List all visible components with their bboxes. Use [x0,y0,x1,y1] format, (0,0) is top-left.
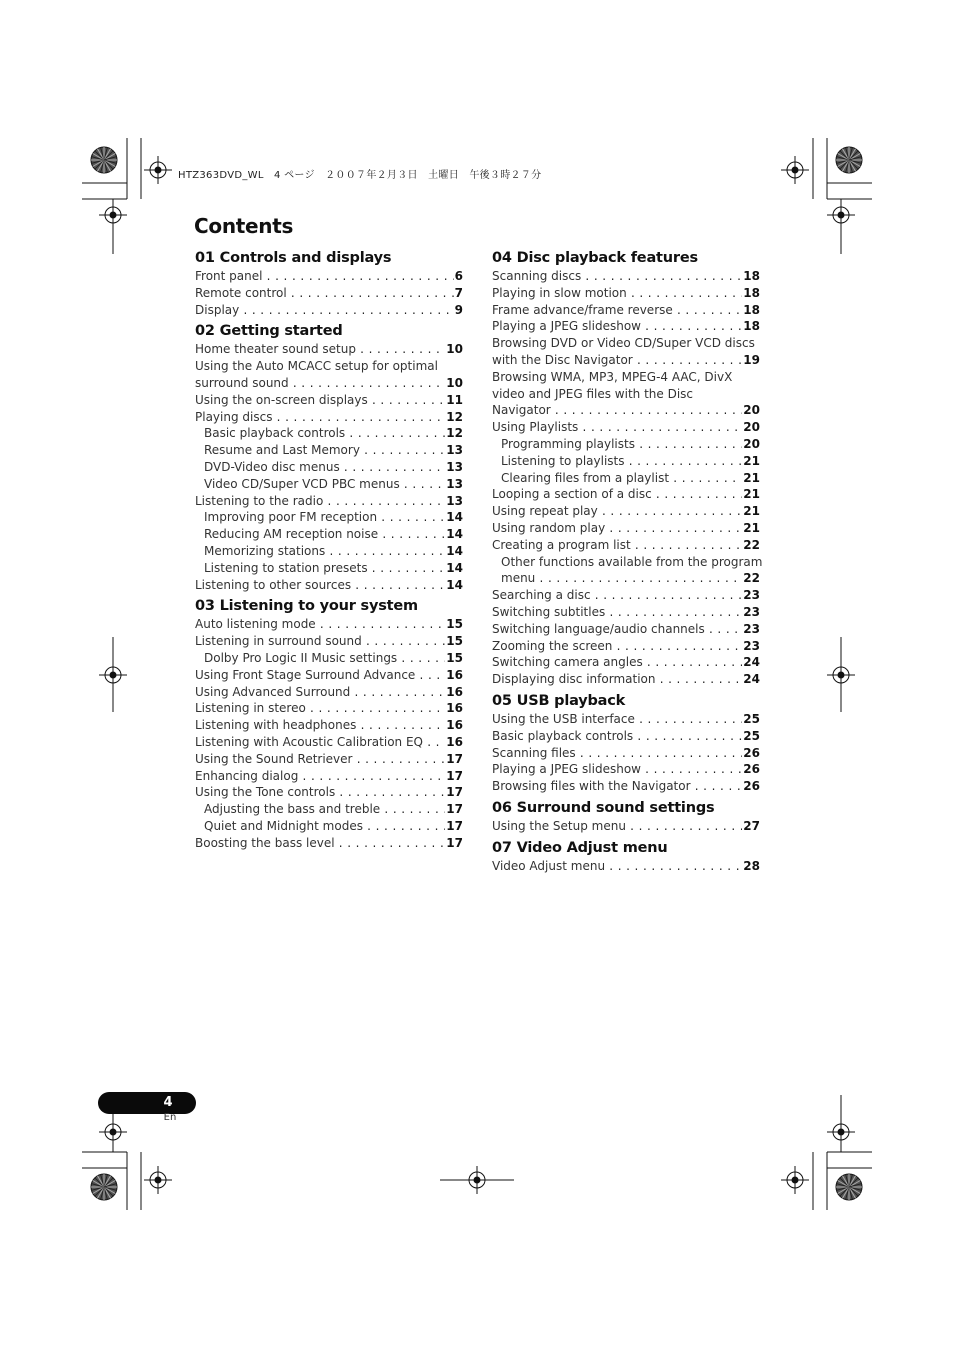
entry-label-line: video and JPEG files with the Disc [492,386,693,401]
toc-entry[interactable] [195,717,463,734]
entry-page-number: 22 [743,537,760,552]
registration-target-icon [827,201,855,229]
toc-entry[interactable] [195,751,463,768]
entry-label: Video Adjust menu . . . [492,858,742,875]
entry-label-line: Browsing WMA, MP3, MPEG-4 AAC, DivX [492,369,733,384]
toc-subentry[interactable] [195,560,463,577]
toc-entry[interactable] [492,268,760,285]
entry-label: Navigator . . . [492,402,742,419]
entry-page-number: 20 [743,403,760,418]
toc-entry[interactable] [492,728,760,745]
toc-section [195,596,463,851]
toc-section [492,248,763,688]
entry-page-number: 21 [743,487,760,502]
toc-right-column [492,246,763,878]
registration-target-icon [99,1118,127,1146]
registration-star-icon [91,147,117,173]
entry-page-number: 20 [743,436,760,451]
entry-label: Video CD/Super VCD PBC menus . . . [204,476,445,493]
toc-entry[interactable] [492,621,760,638]
toc-entry[interactable] [492,638,760,655]
entry-label: Listening in stereo . . . [195,700,445,717]
entry-label: Listening to station presets . . . [204,560,445,577]
entry-label: Using the Sound Retriever . . . [195,751,445,768]
toc-entry[interactable] [195,285,463,302]
toc-entry[interactable] [195,835,463,852]
entry-page-number: 15 [446,617,463,632]
entry-label: Using the on-screen displays . . . [195,392,445,409]
toc-entry[interactable] [195,616,463,633]
toc-entry[interactable] [195,734,463,751]
entry-page-number: 16 [446,701,463,716]
entry-label: Using random play . . . [492,520,742,537]
entry-page-number: 13 [446,493,463,508]
registration-target-icon [144,1166,172,1194]
toc-subentry[interactable] [195,459,463,476]
registration-target-icon [781,156,809,184]
entry-label: with the Disc Navigator . . . [492,352,742,369]
entry-label: Adjusting the bass and treble . . . [204,801,445,818]
entry-label: Memorizing stations . . . [204,543,445,560]
entry-page-number: 16 [446,684,463,699]
toc-subentry[interactable] [492,470,760,487]
entry-page-number: 13 [446,476,463,491]
entry-label: Switching camera angles . . . [492,654,742,671]
entry-page-number: 20 [743,420,760,435]
toc-entry[interactable] [195,493,463,510]
entry-label: Quiet and Midnight modes . . . [204,818,445,835]
entry-label: Remote control . . . [195,285,454,302]
entry-page-number: 17 [446,818,463,833]
toc-entry[interactable] [492,818,760,835]
entry-label: Reducing AM reception noise . . . [204,526,445,543]
entry-page-number: 21 [743,453,760,468]
entry-label: Using the USB interface . . . [492,711,742,728]
entry-page-number: 17 [446,768,463,783]
page-title: Contents [194,214,294,238]
entry-label: Enhancing dialog . . . [195,768,445,785]
registration-target-icon [827,1118,855,1146]
section-title: 07 Video Adjust menu [492,839,668,856]
entry-page-number: 26 [743,762,760,777]
toc-subentry[interactable] [195,442,463,459]
entry-label: Improving poor FM reception . . . [204,509,445,526]
entry-page-number: 17 [446,802,463,817]
entry-page-number: 17 [446,835,463,850]
entry-page-number: 11 [446,392,463,407]
entry-label: Zooming the screen . . . [492,638,742,655]
entry-page-number: 12 [446,409,463,424]
entry-label: Programming playlists . . . [501,436,742,453]
section-title: 05 USB playback [492,692,626,709]
toc-entry[interactable] [195,577,463,594]
entry-page-number: 15 [446,634,463,649]
toc-entry[interactable] [195,409,463,426]
entry-label: Auto listening mode . . . [195,616,445,633]
entry-label: menu . . . [501,570,742,587]
entry-label: Listening with headphones . . . [195,717,445,734]
toc-entry[interactable] [492,858,760,875]
registration-star-icon [91,1174,117,1200]
entry-page-number: 10 [446,375,463,390]
entry-label: Using Advanced Surround . . . [195,684,445,701]
entry-label: Home theater sound setup . . . [195,341,445,358]
toc-entry[interactable] [492,778,760,795]
entry-page-number: 15 [446,650,463,665]
toc-subentry[interactable] [195,650,463,667]
entry-page-number: 14 [446,560,463,575]
entry-page-number: 16 [446,667,463,682]
entry-page-number: 14 [446,577,463,592]
toc-entry[interactable] [492,671,760,688]
entry-label: Clearing files from a playlist . . . [501,470,742,487]
entry-page-number: 24 [743,672,760,687]
entry-label: Using Front Stage Surround Advance . . . [195,667,445,684]
entry-label: Using Playlists . . . [492,419,742,436]
entry-page-number: 13 [446,443,463,458]
toc-entry[interactable] [492,537,760,554]
entry-page-number: 13 [446,459,463,474]
toc-entry[interactable] [492,604,760,621]
entry-page-number: 22 [743,571,760,586]
toc-entry[interactable] [492,285,760,302]
toc-entry[interactable] [195,302,463,319]
entry-label: Display . . . [195,302,454,319]
toc-entry[interactable] [195,341,463,358]
entry-label: surround sound . . . [195,375,445,392]
entry-page-number: 21 [743,520,760,535]
toc-entry[interactable] [195,768,463,785]
page-language: En [163,1112,177,1123]
entry-page-number: 18 [743,285,760,300]
entry-page-number: 21 [743,470,760,485]
entry-page-number: 17 [446,785,463,800]
toc-entry[interactable] [492,520,760,537]
toc-subentry[interactable] [195,526,463,543]
toc-entry[interactable] [492,654,760,671]
toc-subentry[interactable] [195,818,463,835]
toc-entry[interactable] [492,711,760,728]
entry-label: Searching a disc . . . [492,587,742,604]
entry-page-number: 9 [454,302,463,317]
entry-label: Playing a JPEG slideshow . . . [492,761,742,778]
entry-label: Frame advance/frame reverse . . . [492,302,742,319]
toc-section [492,691,760,795]
entry-label: Dolby Pro Logic II Music settings . . . [204,650,445,667]
entry-page-number: 17 [446,751,463,766]
entry-label-line: Other functions available from the program [501,554,763,569]
print-header-line: HTZ363DVD_WL 4 ページ ２００７年２月３日 土曜日 午後３時２７分 [178,170,542,181]
toc-subentry[interactable] [492,554,763,588]
registration-star-icon [836,147,862,173]
registration-star-icon [836,1174,862,1200]
entry-page-number: 28 [743,858,760,873]
toc-subentry[interactable] [492,436,760,453]
entry-label: Boosting the bass level . . . [195,835,445,852]
entry-page-number: 23 [743,638,760,653]
entry-label: Creating a program list . . . [492,537,742,554]
toc-section [195,248,463,318]
entry-page-number: 23 [743,621,760,636]
toc-entry[interactable] [195,684,463,701]
registration-target-icon [781,1166,809,1194]
toc-entry[interactable] [195,784,463,801]
entry-page-number: 14 [446,510,463,525]
toc-entry[interactable] [492,302,760,319]
section-title: 03 Listening to your system [195,598,418,615]
toc-entry[interactable] [492,761,760,778]
entry-page-number: 18 [743,319,760,334]
entry-label: Scanning files . . . [492,745,742,762]
section-title: 02 Getting started [195,323,343,340]
toc-entry[interactable] [195,667,463,684]
toc-entry[interactable] [492,587,760,604]
toc-entry[interactable] [195,268,463,285]
toc-section [195,321,463,593]
entry-page-number: 6 [454,269,463,283]
toc-entry[interactable] [492,745,760,762]
toc-entry[interactable] [492,335,760,369]
entry-page-number: 14 [446,527,463,542]
entry-page-number: 23 [743,588,760,603]
entry-page-number: 24 [743,655,760,670]
toc-subentry[interactable] [492,453,760,470]
entry-label: Listening with Acoustic Calibration EQ . . . [195,734,445,751]
entry-page-number: 26 [743,779,760,794]
toc-entry[interactable] [492,318,760,335]
entry-page-number: 26 [743,745,760,760]
entry-label: Displaying disc information . . . [492,671,742,688]
entry-label: Browsing files with the Navigator . . . [492,778,742,795]
toc-entry[interactable] [492,503,760,520]
toc-subentry[interactable] [195,425,463,442]
entry-label: Playing a JPEG slideshow . . . [492,318,742,335]
entry-label: Using the Tone controls . . . [195,784,445,801]
entry-label-line: Using the Auto MCACC setup for optimal [195,359,438,374]
section-title: 01 Controls and displays [195,250,392,266]
entry-label: Scanning discs . . . [492,268,742,285]
entry-page-number: 10 [446,342,463,357]
page-number: 4 [163,1095,173,1110]
entry-label: Switching language/audio channels . . . [492,621,742,638]
section-title: 06 Surround sound settings [492,799,715,816]
entry-label: Using repeat play . . . [492,503,742,520]
entry-page-number: 14 [446,543,463,558]
entry-page-number: 25 [743,711,760,726]
entry-label: DVD-Video disc menus . . . [204,459,445,476]
entry-label: Resume and Last Memory . . . [204,442,445,459]
entry-label: Listening in surround sound . . . [195,633,445,650]
entry-label-line: Browsing DVD or Video CD/Super VCD discs [492,336,755,351]
section-title: 04 Disc playback features [492,250,698,266]
registration-target-icon [144,156,172,184]
registration-target-icon [99,201,127,229]
toc-section [492,838,760,875]
toc-entry[interactable] [195,700,463,717]
entry-page-number: 27 [743,818,760,833]
entry-label: Playing in slow motion . . . [492,285,742,302]
toc-subentry[interactable] [195,543,463,560]
entry-label: Playing discs . . . [195,409,445,426]
entry-page-number: 25 [743,728,760,743]
entry-page-number: 7 [454,285,463,300]
toc-entry[interactable] [195,392,463,409]
entry-label: Listening to other sources . . . [195,577,445,594]
entry-label: Listening to the radio . . . [195,493,445,510]
entry-page-number: 16 [446,718,463,733]
entry-label: Looping a section of a disc . . . [492,486,742,503]
toc-subentry[interactable] [195,509,463,526]
toc-entry[interactable] [195,633,463,650]
entry-page-number: 18 [743,269,760,283]
entry-label: Switching subtitles . . . [492,604,742,621]
toc-entry[interactable] [195,358,463,392]
entry-label: Listening to playlists . . . [501,453,742,470]
toc-left-column [195,246,463,855]
entry-page-number: 19 [743,352,760,367]
entry-label: Front panel . . . [195,268,454,285]
toc-entry[interactable] [492,486,760,503]
entry-page-number: 18 [743,302,760,317]
toc-entry[interactable] [492,419,760,436]
toc-entry[interactable] [492,369,760,419]
toc-section [492,798,760,835]
entry-label: Using the Setup menu . . . [492,818,742,835]
entry-page-number: 21 [743,504,760,519]
entry-page-number: 12 [446,426,463,441]
toc-subentry[interactable] [195,476,463,493]
entry-label: Basic playback controls . . . [492,728,742,745]
entry-label: Basic playback controls . . . [204,425,445,442]
toc-subentry[interactable] [195,801,463,818]
entry-page-number: 16 [446,734,463,749]
entry-page-number: 23 [743,604,760,619]
